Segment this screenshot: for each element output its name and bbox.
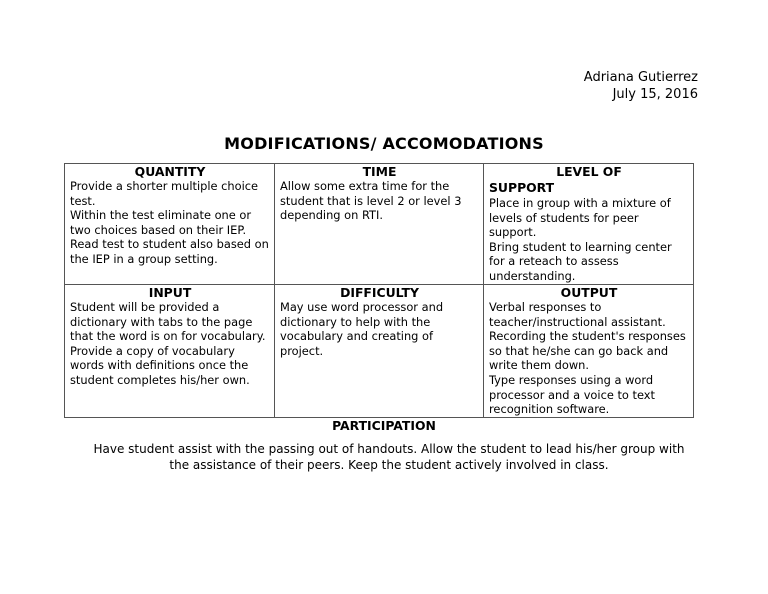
cell-header-quantity: QUANTITY (134, 164, 206, 179)
cell-header-level-of-support (489, 164, 689, 196)
cell-paragraph: Provide a shorter multiple choice test. (70, 179, 259, 208)
participation-text: Have student assist with the passing out of handouts. Allow the student to lead his/her group with the assistance of their peers. Keep the student actively involved in class. (93, 442, 685, 472)
cell-header-output: OUTPUT (560, 285, 618, 300)
cell-paragraph: Bring student to learning center for a reteach to assess understanding. (489, 239, 672, 283)
header-line: SUPPORT (489, 180, 555, 195)
cell-paragraph: May use word processor and dictionary to help with the vocabulary and creating of project. (280, 300, 444, 358)
cell-paragraph: Place in group with a mixture of levels of students for peer support. (489, 196, 671, 240)
table-row (65, 164, 694, 285)
accommodations-table (64, 163, 694, 418)
author-block (584, 69, 698, 103)
cell-output (484, 285, 694, 418)
cell-quantity (65, 164, 275, 285)
cell-paragraph: Type responses using a word processor and a voice to text recognition software. (489, 372, 655, 417)
author-date: July 15, 2016 (612, 87, 698, 102)
author-name: Adriana Gutierrez (583, 70, 698, 85)
table-row (65, 285, 694, 418)
cell-difficulty (275, 285, 484, 418)
cell-time (275, 164, 484, 285)
cell-paragraph: Within the test eliminate one or two choices based on their IEP. (70, 208, 252, 237)
document-title: MODIFICATIONS/ ACCOMODATIONS (224, 134, 544, 153)
cell-header-time: TIME (362, 164, 397, 179)
cell-header-input: INPUT (148, 285, 192, 300)
cell-paragraph: Recording the student's responses so that he/she can go back and write them down. (489, 329, 686, 373)
cell-level-of-support (484, 164, 694, 285)
cell-paragraph: Student will be provided a dictionary with tabs to the page that the word is on for vocabulary. Provide a copy of vocabulary words with definitions once the student completes his/her own. (70, 300, 266, 387)
cell-paragraph: Verbal responses to teacher/instructional assistant. (489, 300, 666, 329)
cell-input (65, 285, 275, 418)
header-line: LEVEL OF (556, 164, 622, 179)
cell-paragraph: Allow some extra time for the student that is level 2 or level 3 depending on RTI. (280, 179, 462, 223)
cell-header-difficulty: DIFFICULTY (340, 285, 419, 300)
cell-paragraph: Read test to student also based on the IEP in a group setting. (70, 237, 269, 266)
participation-heading: PARTICIPATION (332, 418, 436, 433)
